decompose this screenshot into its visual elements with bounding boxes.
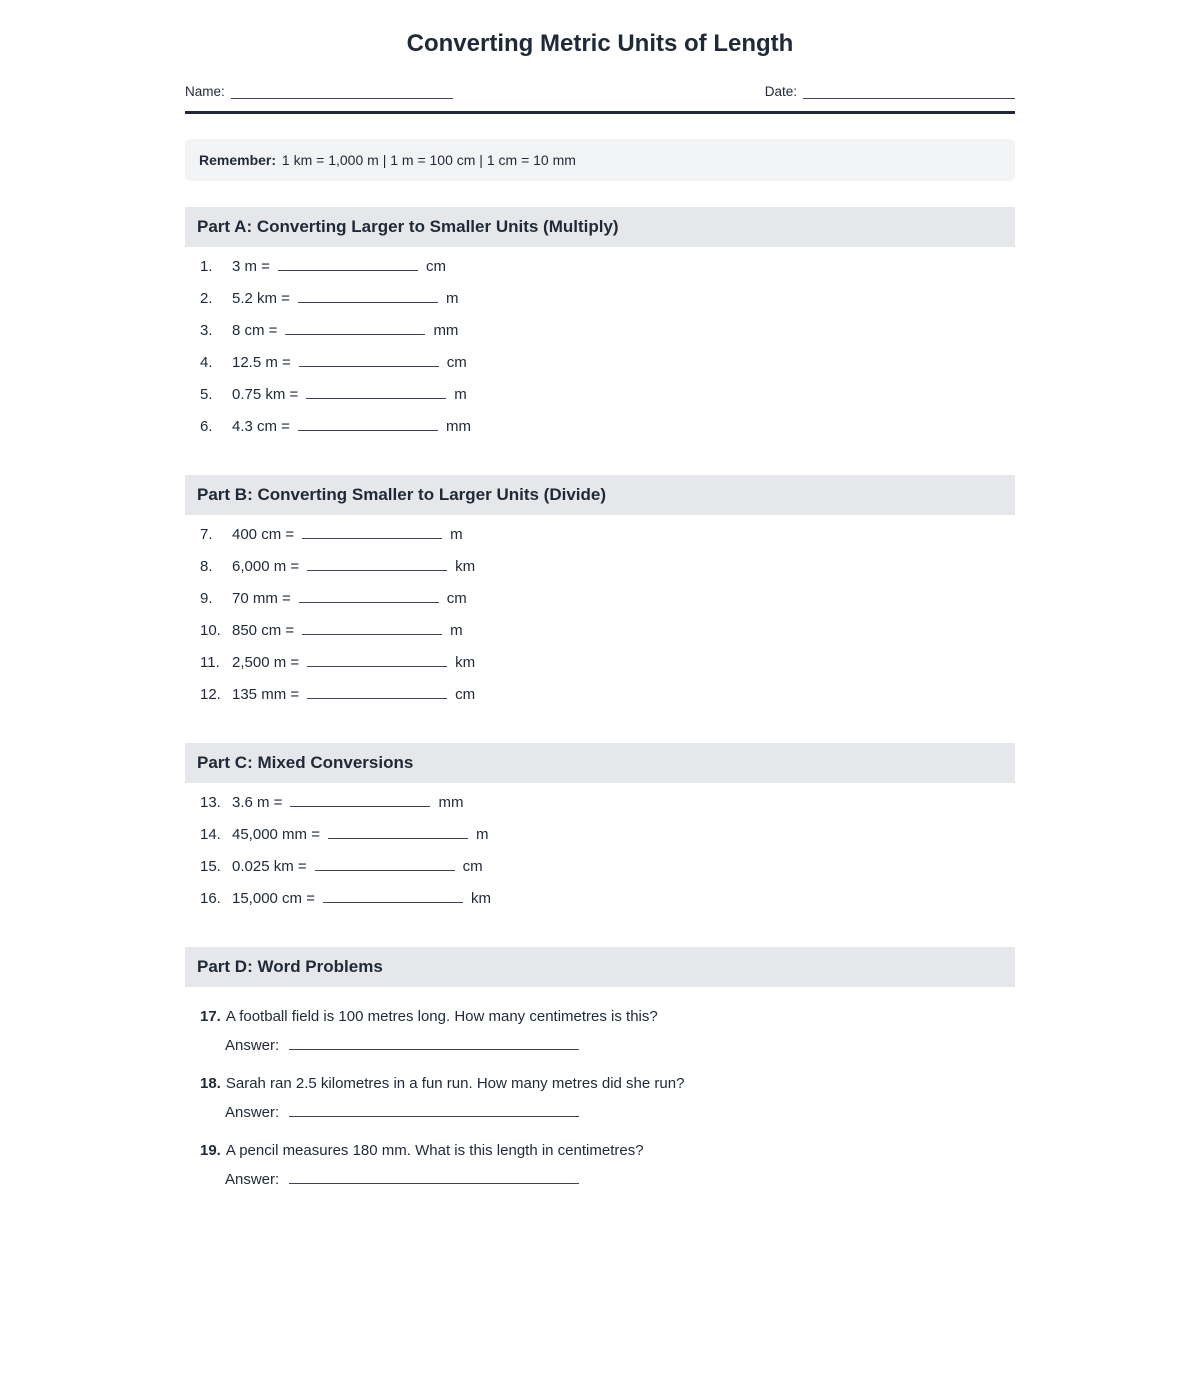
question-text: A football field is 100 metres long. How many centimetres is this? [225, 1008, 658, 1025]
question-number: 11. [200, 654, 220, 671]
question-unit: cm [462, 858, 483, 875]
answer-blank-line [289, 1103, 579, 1117]
question-unit: km [455, 558, 476, 575]
answer-blank-line [307, 653, 447, 667]
question-prompt: 45,000 mm = [232, 826, 320, 843]
answer-label: Answer: [225, 1171, 280, 1188]
question-number: 19. [200, 1142, 221, 1159]
answer-blank-line [306, 385, 446, 399]
question-prompt: 12.5 m = [232, 354, 291, 371]
question-prompt: 850 cm = [232, 622, 295, 639]
question-row [185, 321, 1015, 353]
question-unit: cm [446, 354, 467, 371]
question-prompt: 2,500 m = [232, 654, 300, 671]
question-unit: cm [455, 686, 476, 703]
answer-blank-line [299, 353, 439, 367]
answer-blank-line [302, 525, 442, 539]
question-row [185, 653, 1015, 685]
question-unit: cm [446, 590, 467, 607]
question-list-part-a [185, 257, 1015, 449]
question-unit: mm [433, 322, 459, 339]
question-row [185, 417, 1015, 449]
answer-blank-line [302, 621, 442, 635]
date-label: Date: [764, 84, 797, 99]
question-row [185, 385, 1015, 417]
question-unit: cm [425, 258, 446, 275]
question-prompt: 0.025 km = [232, 858, 307, 875]
question-unit: m [454, 386, 467, 403]
word-problem-question [200, 1008, 1015, 1025]
question-prompt: 0.75 km = [232, 386, 299, 403]
word-problem-answer-row [225, 1170, 1015, 1188]
name-label: Name: [185, 84, 225, 99]
answer-label: Answer: [225, 1037, 280, 1054]
question-number: 13. [200, 794, 221, 811]
question-list-part-b [185, 525, 1015, 717]
question-number: 10. [200, 622, 221, 639]
question-prompt: 3 m = [232, 258, 270, 275]
word-problem-answer-row [225, 1036, 1015, 1054]
question-text: Sarah ran 2.5 kilometres in a fun run. How many metres did she run? [225, 1075, 685, 1092]
answer-blank-line [278, 257, 418, 271]
question-row [185, 589, 1015, 621]
section-heading-part-b: Part B: Converting Smaller to Larger Units (Divide) [185, 475, 1015, 515]
date-field-group [765, 84, 1015, 99]
question-number: 8. [200, 558, 213, 575]
name-date-row [185, 84, 1015, 114]
question-prompt: 400 cm = [232, 526, 295, 543]
section-heading-part-d: Part D: Word Problems [185, 947, 1015, 987]
question-number: 1. [200, 258, 213, 275]
answer-blank-line [290, 793, 430, 807]
question-number: 9. [200, 590, 213, 607]
question-list-part-c [185, 793, 1015, 921]
name-blank-line [231, 85, 453, 99]
question-unit: km [455, 654, 476, 671]
answer-blank-line [323, 889, 463, 903]
question-row [185, 889, 1015, 921]
date-blank-line [803, 85, 1015, 99]
answer-blank-line [299, 589, 439, 603]
question-unit: mm [438, 794, 464, 811]
question-prompt: 4.3 cm = [232, 418, 290, 435]
answer-blank-line [315, 857, 455, 871]
answer-blank-line [289, 1170, 579, 1184]
question-row [185, 525, 1015, 557]
answer-blank-line [328, 825, 468, 839]
question-number: 14. [200, 826, 221, 843]
question-prompt: 15,000 cm = [232, 890, 315, 907]
name-field-group [185, 84, 453, 99]
question-text: A pencil measures 180 mm. What is this length in centimetres? [225, 1142, 644, 1159]
question-prompt: 5.2 km = [232, 290, 290, 307]
question-unit: mm [445, 418, 471, 435]
question-prompt: 3.6 m = [232, 794, 283, 811]
question-number: 2. [200, 290, 213, 307]
question-number: 3. [200, 322, 213, 339]
question-row [185, 257, 1015, 289]
question-number: 4. [200, 354, 213, 371]
answer-blank-line [298, 417, 438, 431]
page-title: Converting Metric Units of Length [406, 30, 794, 57]
answer-label: Answer: [225, 1104, 280, 1121]
question-prompt: 6,000 m = [232, 558, 300, 575]
worksheet-page [185, 0, 1015, 1188]
word-problem-question [200, 1142, 1015, 1159]
answer-blank-line [289, 1036, 579, 1050]
question-row [185, 685, 1015, 717]
remember-label: Remember: [199, 152, 277, 168]
question-prompt: 70 mm = [232, 590, 291, 607]
question-row [185, 289, 1015, 321]
question-row [185, 353, 1015, 385]
question-row [185, 825, 1015, 857]
question-number: 15. [200, 858, 221, 875]
answer-blank-line [307, 557, 447, 571]
answer-blank-line [298, 289, 438, 303]
question-number: 7. [200, 526, 213, 543]
word-problem-question [200, 1075, 1015, 1092]
question-row [185, 857, 1015, 889]
question-unit: km [470, 890, 491, 907]
question-row [185, 621, 1015, 653]
remember-text: 1 km = 1,000 m | 1 m = 100 cm | 1 cm = 10 mm [281, 152, 576, 168]
question-unit: m [475, 826, 489, 843]
question-row [185, 793, 1015, 825]
word-problem [185, 1008, 1015, 1054]
question-unit: m [450, 526, 463, 543]
question-prompt: 135 mm = [232, 686, 300, 703]
section-heading-part-c: Part C: Mixed Conversions [185, 743, 1015, 783]
answer-blank-line [307, 685, 447, 699]
question-number: 18. [200, 1075, 221, 1092]
question-number: 6. [200, 418, 213, 435]
question-row [185, 557, 1015, 589]
remember-note [185, 139, 1015, 181]
question-number: 12. [200, 686, 221, 703]
question-number: 17. [200, 1008, 221, 1025]
word-problem [185, 1075, 1015, 1121]
word-problem [185, 1142, 1015, 1188]
question-prompt: 8 cm = [232, 322, 278, 339]
section-heading-part-a: Part A: Converting Larger to Smaller Units (Multiply) [185, 207, 1015, 247]
question-number: 16. [200, 890, 221, 907]
word-problem-list [185, 1008, 1015, 1188]
question-unit: m [450, 622, 463, 639]
word-problem-answer-row [225, 1103, 1015, 1121]
question-unit: m [445, 290, 459, 307]
question-number: 5. [200, 386, 213, 403]
answer-blank-line [285, 321, 425, 335]
